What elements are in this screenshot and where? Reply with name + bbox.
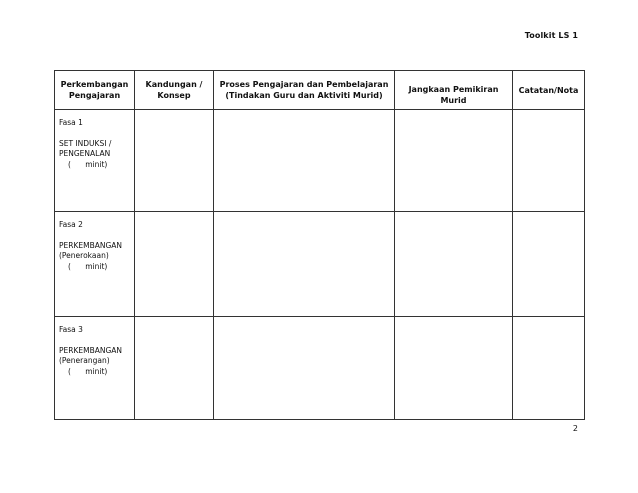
phase-cell: [55, 212, 135, 317]
lesson-plan-table: [54, 70, 585, 420]
catatan-cell[interactable]: [513, 317, 585, 420]
table-row: [55, 317, 585, 420]
jangkaan-cell[interactable]: [395, 317, 513, 420]
document-header-label: Toolkit LS 1: [524, 31, 578, 40]
phase-label: Fasa 1: [59, 118, 83, 127]
kandungan-cell[interactable]: [135, 110, 214, 212]
phase-label: Fasa 2: [59, 220, 83, 229]
column-header-kandungan: Kandungan / Konsep: [135, 71, 214, 110]
column-header-perkembangan: Perkembangan Pengajaran: [55, 71, 135, 110]
stage-label: (Penerangan): [59, 356, 110, 365]
duration-label: ( minit): [68, 159, 108, 169]
phase-label: Fasa 3: [59, 325, 83, 334]
duration-label: ( minit): [68, 366, 108, 376]
table-row: [55, 110, 585, 212]
stage-label: (Penerokaan): [59, 251, 109, 260]
table-row: [55, 212, 585, 317]
stage-label: PERKEMBANGAN: [59, 240, 123, 250]
proses-cell[interactable]: [214, 212, 395, 317]
column-header-catatan: Catatan/Nota: [513, 71, 585, 110]
catatan-cell[interactable]: [513, 212, 585, 317]
table-header-row: [55, 71, 585, 110]
duration-label: ( minit): [68, 261, 108, 271]
proses-cell[interactable]: [214, 317, 395, 420]
phase-cell: [55, 110, 135, 212]
page-number: 2: [572, 424, 578, 433]
stage-label: SET INDUKSI /: [59, 138, 112, 148]
column-header-proses: Proses Pengajaran dan Pembelajaran (Tindakan Guru dan Aktiviti Murid): [214, 71, 395, 110]
catatan-cell[interactable]: [513, 110, 585, 212]
jangkaan-cell[interactable]: [395, 212, 513, 317]
jangkaan-cell[interactable]: [395, 110, 513, 212]
kandungan-cell[interactable]: [135, 212, 214, 317]
stage-label: PERKEMBANGAN: [59, 345, 123, 355]
kandungan-cell[interactable]: [135, 317, 214, 420]
proses-cell[interactable]: [214, 110, 395, 212]
phase-cell: [55, 317, 135, 420]
column-header-jangkaan: Jangkaan Pemikiran Murid: [395, 71, 513, 110]
stage-label: PENGENALAN: [59, 149, 111, 158]
